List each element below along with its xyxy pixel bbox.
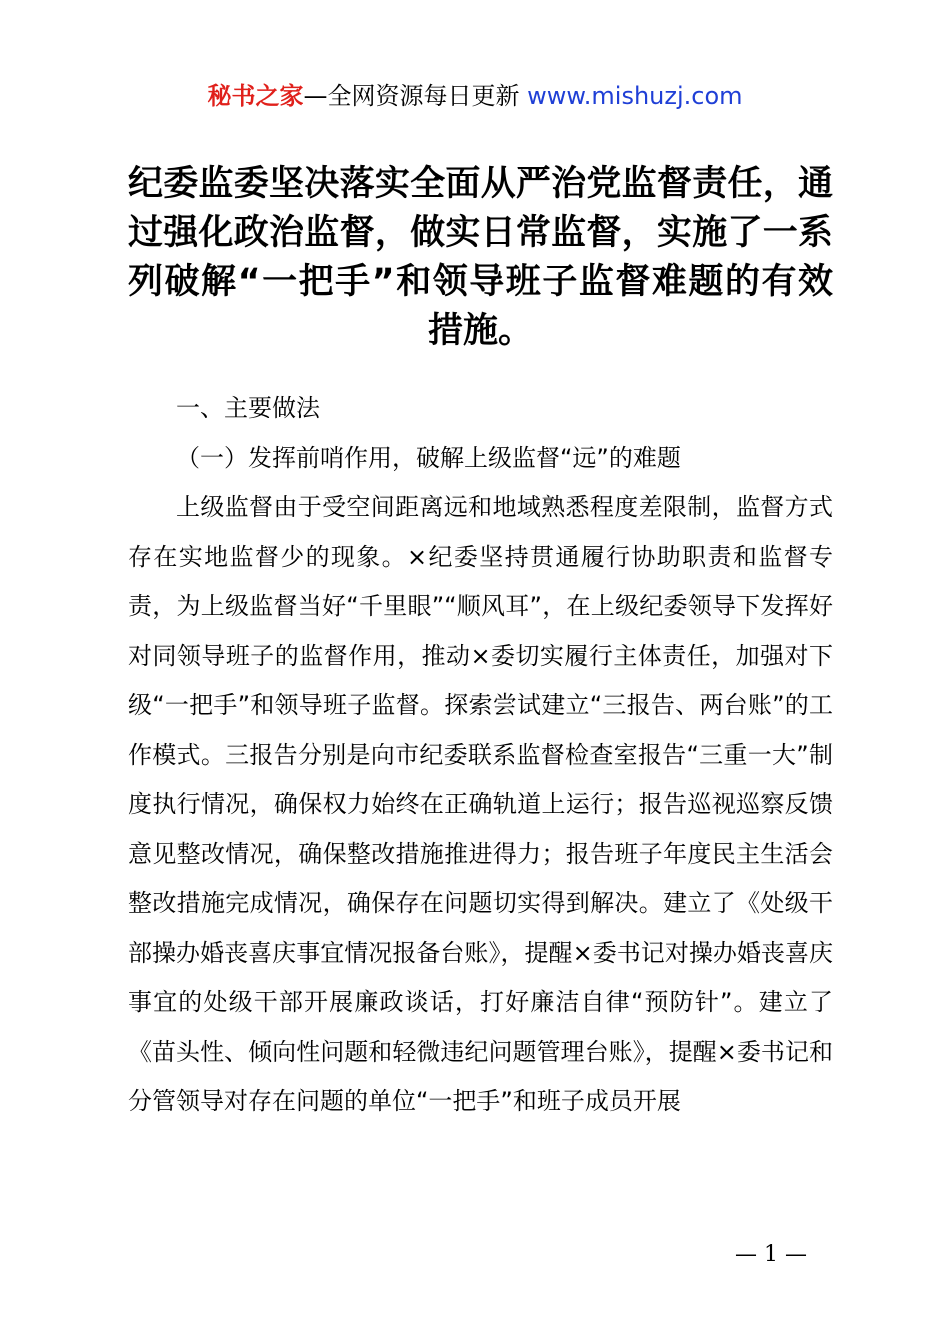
body-paragraph: 上级监督由于受空间距离远和地域熟悉程度差限制，监督方式存在实地监督少的现象。×纪委坚持贯通履行协助职责和监督专责，为上级监督当好“千里眼”“顺风耳”，在上级纪委领导下发挥好对同领导班子的监督作用，推动×委切实履行主体责任，加强对下级“一把手”和领导班子监督。探索尝试建立“三报告、两台账”的工作模式。三报告分别是向市纪委联系监督检查室报告“三重一大”制度执行情况，确保权力始终在正确轨道上运行；报告巡视巡察反馈意见整改情况，确保整改措施推进得力；报告班子年度民主生活会整改措施完成情况，确保存在问题切实得到解决。建立了《处级干部操办婚丧喜庆事宜情况报备台账》，提醒×委书记对操办婚丧喜庆事宜的处级干部开展廉政谈话，打好廉洁自律“预防针”。建立了《苗头性、倾向性问题和轻微违纪问题管理台账》，提醒×委书记和分管领导对存在问题的单位“一把手”和班子成员开展 — [128, 493, 833, 1115]
site-url-link[interactable]: www.mishuzj.com — [527, 82, 743, 110]
document-body — [128, 384, 833, 1127]
site-brand-name: 秘书之家 — [207, 82, 304, 110]
subsection-heading: （一）发挥前哨作用，破解上级监督“远”的难题 — [176, 443, 681, 472]
site-tagline: —全网资源每日更新 — [303, 82, 528, 110]
page-number: — 1 — — [735, 1242, 807, 1267]
site-banner — [0, 76, 950, 116]
section-heading: 一、主要做法 — [176, 394, 320, 422]
document-title: 纪委监委坚决落实全面从严治党监督责任，通过强化政治监督，做实日常监督，实施了一系列破解“一把手”和领导班子监督难题的有效措施。 — [128, 164, 833, 351]
